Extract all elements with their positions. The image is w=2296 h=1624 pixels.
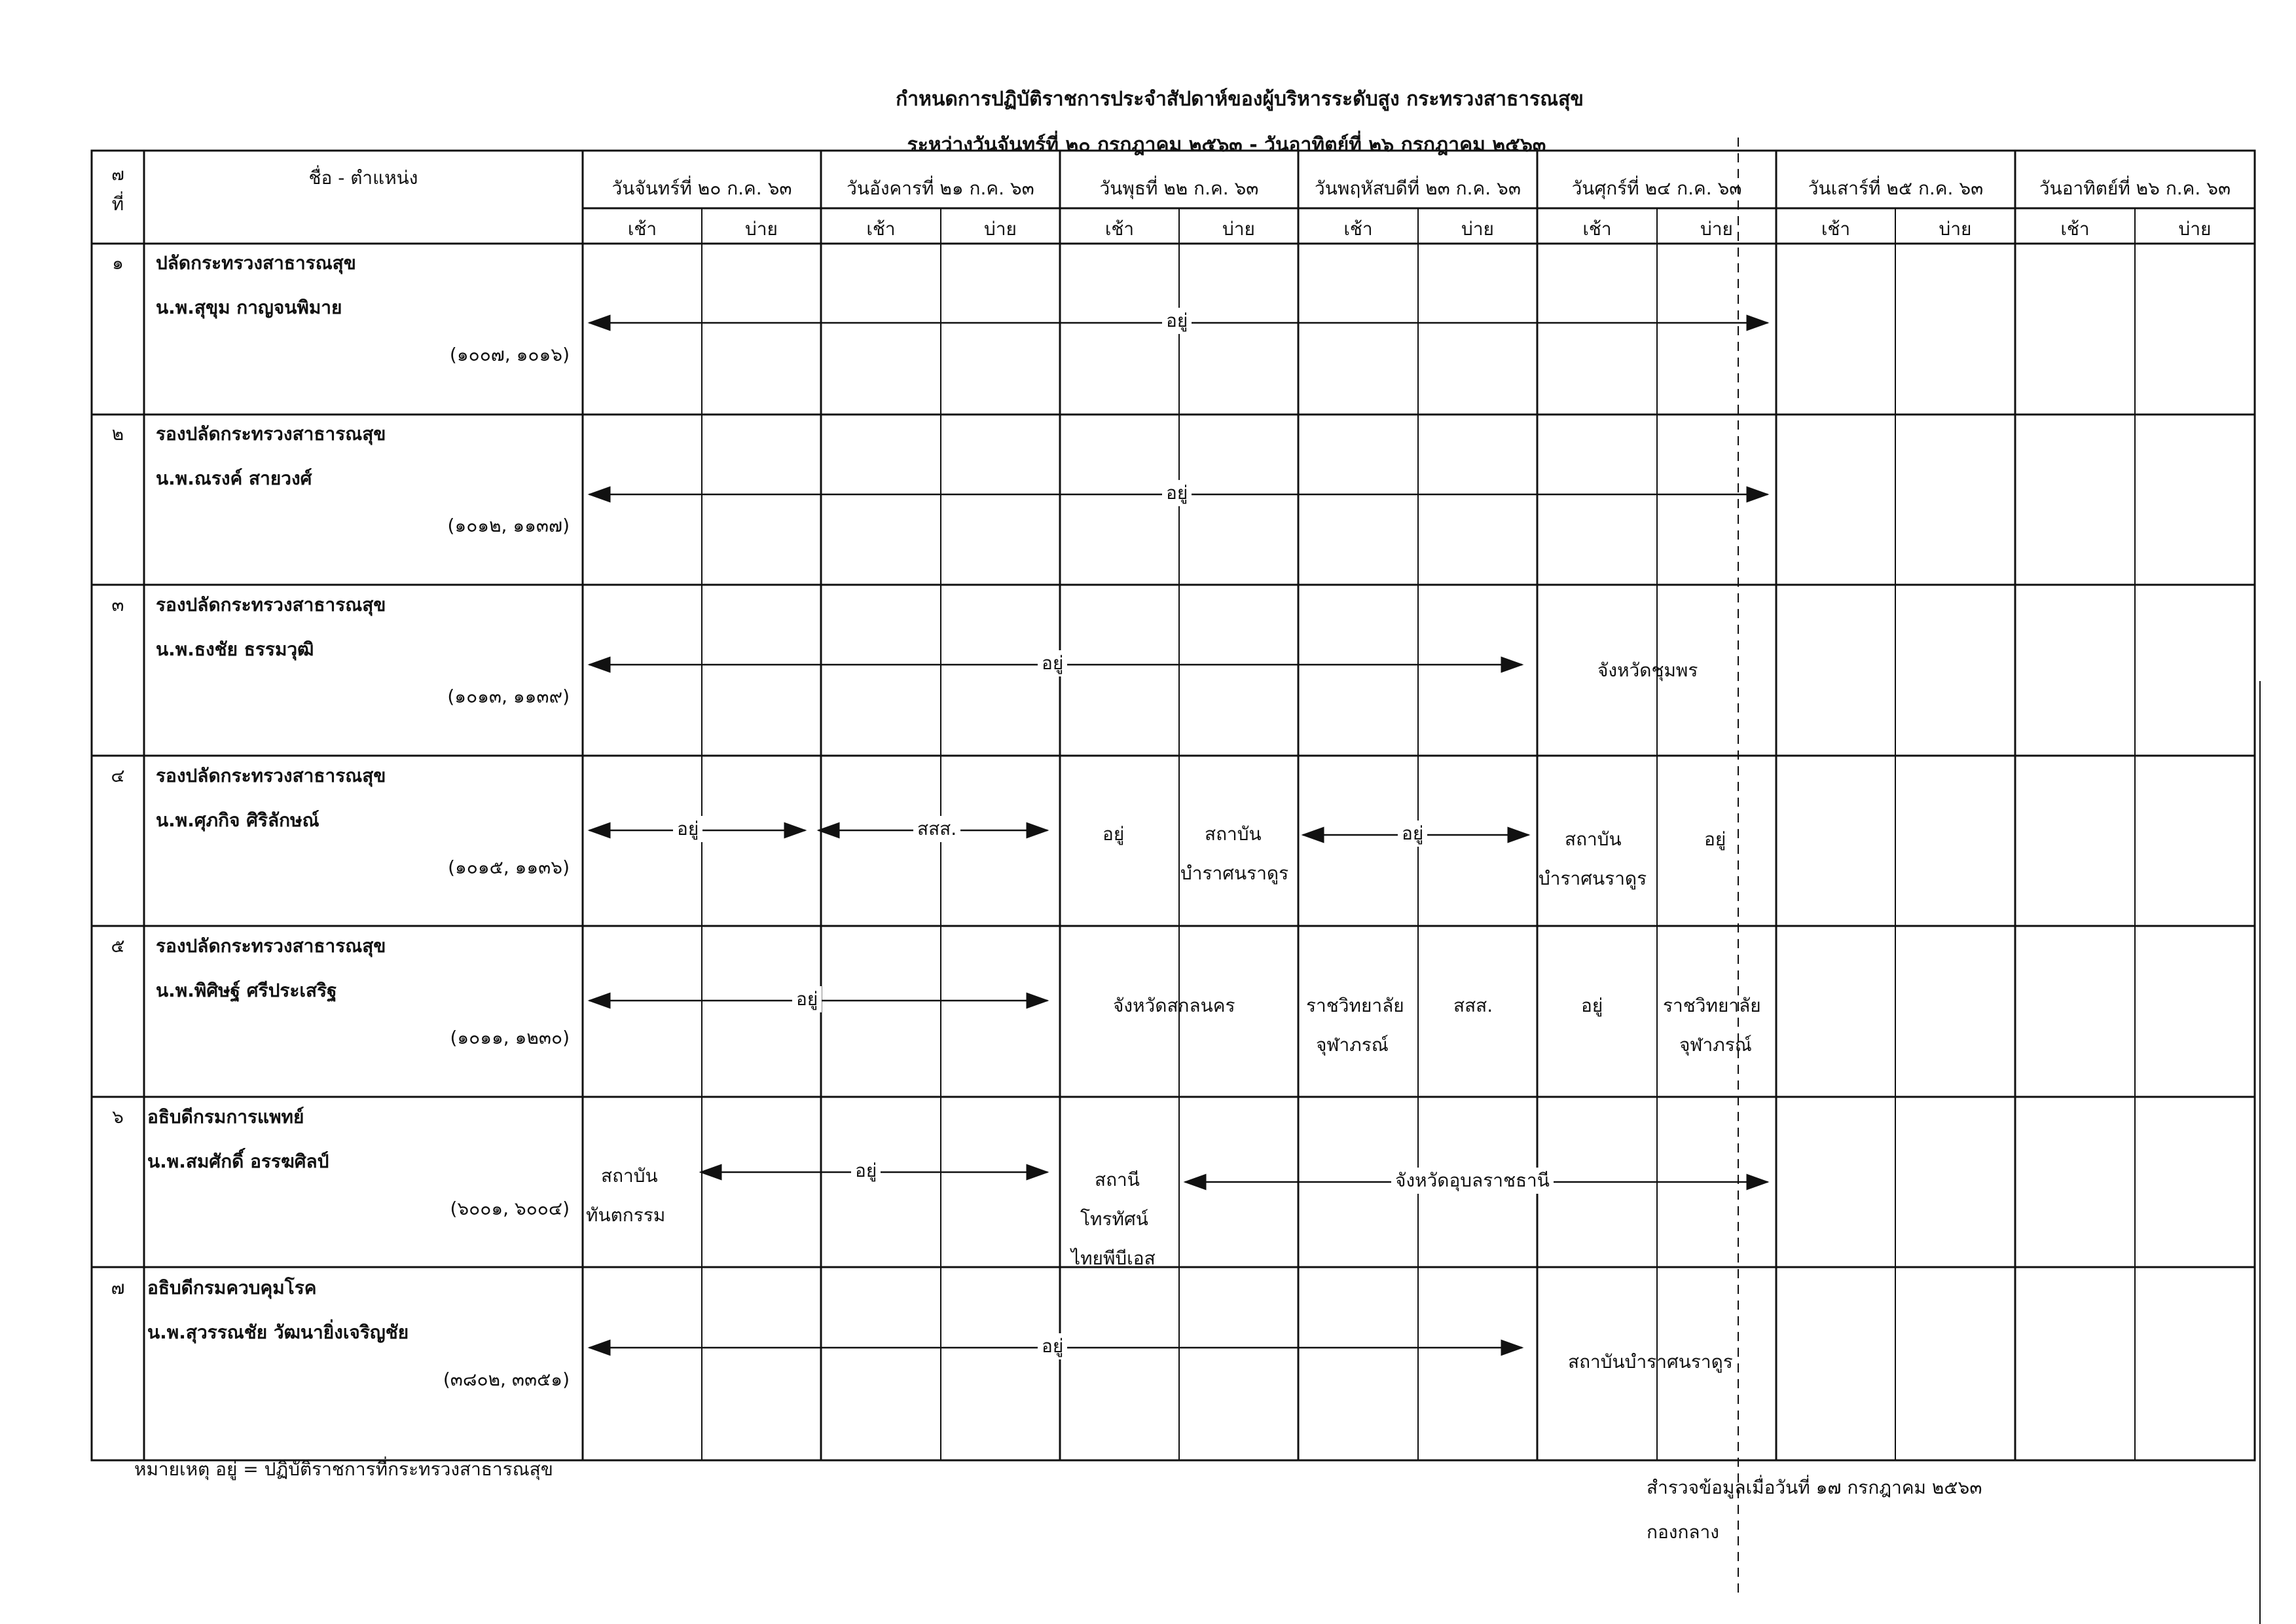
header-day-fri: วันศุกร์ที่ ๒๔ ก.ค. ๖๓	[1571, 177, 1742, 199]
schedule-label: อยู่	[1102, 823, 1125, 845]
header-afternoon: บ่าย	[1461, 218, 1494, 240]
row-position: ปลัดกระทรวงสาธารณสุข	[156, 252, 356, 274]
row-phone: (๑๐๐๗, ๑๐๑๖)	[449, 344, 570, 365]
schedule-label: ไทยพีบีเอส	[1071, 1247, 1156, 1269]
row-position: รองปลัดกระทรวงสาธารณสุข	[156, 765, 386, 786]
schedule-label: ราชวิทยาลัย	[1306, 995, 1404, 1016]
schedule-label: โทรทัศน์	[1080, 1208, 1148, 1230]
header-day-sat: วันเสาร์ที่ ๒๕ ก.ค. ๖๓	[1808, 177, 1984, 199]
schedule-label: อยู่	[851, 1158, 881, 1184]
row-position: อธิบดีกรมการแพทย์	[147, 1106, 304, 1128]
header-morning: เช้า	[866, 218, 896, 240]
header-day-wed: วันพุธที่ ๒๒ ก.ค. ๖๓	[1099, 177, 1259, 199]
schedule-label: ทันตกรรม	[586, 1204, 666, 1226]
row-phone: (๑๐๑๒, ๑๑๓๗)	[447, 515, 570, 536]
schedule-label: สถาบัน	[1565, 828, 1622, 850]
header-morning: เช้า	[1343, 218, 1373, 240]
row-number: ๑	[112, 252, 124, 274]
schedule-label: สถาบัน	[1205, 823, 1262, 845]
header-num-mark: ๗	[111, 165, 124, 185]
row-position: รองปลัดกระทรวงสาธารณสุข	[156, 594, 386, 616]
row-position: รองปลัดกระทรวงสาธารณสุข	[156, 423, 386, 445]
schedule-label: สสส.	[1453, 995, 1493, 1016]
schedule-label: อยู่	[792, 986, 822, 1012]
schedule-label: อยู่	[1581, 995, 1603, 1016]
header-afternoon: บ่าย	[1700, 218, 1733, 240]
row-position: อธิบดีกรมควบคุมโรค	[147, 1277, 317, 1299]
header-day-tue: วันอังคารที่ ๒๑ ก.ค. ๖๓	[847, 177, 1034, 199]
header-day-sun: วันอาทิตย์ที่ ๒๖ ก.ค. ๖๓	[2039, 177, 2231, 199]
header-afternoon: บ่าย	[1222, 218, 1255, 240]
schedule-label: อยู่	[673, 816, 702, 842]
header-day-thu: วันพฤหัสบดีที่ ๒๓ ก.ค. ๖๓	[1315, 177, 1521, 199]
row-position: รองปลัดกระทรวงสาธารณสุข	[156, 935, 386, 957]
schedule-label: อยู่	[1038, 1333, 1067, 1359]
header-morning: เช้า	[1582, 218, 1612, 240]
schedule-label: จังหวัดชุมพร	[1597, 659, 1698, 681]
header-morning: เช้า	[627, 218, 657, 240]
row-number: ๖	[112, 1106, 124, 1128]
row-person-name: น.พ.ศุภกิจ ศิริลักษณ์	[156, 809, 319, 831]
row-person-name: น.พ.สุวรรณชัย วัฒนายิ่งเจริญชัย	[147, 1321, 409, 1343]
schedule-label: สถาบันบำราศนราดูร	[1568, 1351, 1733, 1373]
schedule-label: จุฬาภรณ์	[1316, 1034, 1389, 1056]
schedule-label: อยู่	[1162, 308, 1192, 334]
row-phone: (๖๐๐๑, ๖๐๐๔)	[450, 1198, 570, 1219]
schedule-label: ราชวิทยาลัย	[1663, 995, 1761, 1016]
header-afternoon: บ่าย	[745, 218, 778, 240]
schedule-label: สถานี	[1095, 1169, 1140, 1190]
header-afternoon: บ่าย	[2178, 218, 2212, 240]
page-title: กำหนดการปฏิบัติราชการประจำสัปดาห์ของผู้บริหารระดับสูง กระทรวงสาธารณสุข	[896, 88, 1584, 111]
header-num: ที่	[111, 193, 124, 215]
schedule-label: จังหวัดสกลนคร	[1113, 995, 1235, 1016]
footnote: หมายเหตุ อยู่ = ปฏิบัติราชการที่กระทรวงสาธารณสุข	[134, 1458, 553, 1480]
header-name: ชื่อ - ตำแหน่ง	[308, 167, 418, 189]
row-person-name: น.พ.ณรงค์ สายวงศ์	[156, 468, 312, 489]
row-person-name: น.พ.ธงชัย ธรรมวุฒิ	[156, 638, 314, 660]
header-afternoon: บ่าย	[1939, 218, 1972, 240]
schedule-label: จังหวัดอุบลราชธานี	[1391, 1168, 1554, 1194]
schedule-label: อยู่	[1162, 480, 1192, 506]
row-person-name: น.พ.พิศิษฐ์ ศรีประเสริฐ	[156, 980, 337, 1001]
schedule-label: อยู่	[1398, 821, 1427, 847]
row-phone: (๑๐๑๓, ๑๑๓๙)	[447, 686, 570, 707]
row-number: ๒	[111, 423, 124, 445]
schedule-label: อยู่	[1704, 828, 1726, 850]
row-person-name: น.พ.สมศักดิ์ อรรฆศิลป์	[147, 1151, 329, 1172]
header-morning: เช้า	[1821, 218, 1851, 240]
schedule-label: จุฬาภรณ์	[1679, 1034, 1752, 1056]
row-number: ๔	[111, 765, 125, 786]
survey-date: สำรวจข้อมูลเมื่อวันที่ ๑๗ กรกฎาคม ๒๕๖๓	[1647, 1477, 1982, 1498]
schedule-label: อยู่	[1038, 650, 1067, 676]
header-afternoon: บ่าย	[984, 218, 1017, 240]
row-number: ๓	[111, 594, 124, 616]
department: กองกลาง	[1647, 1521, 1719, 1543]
schedule-label: บำราศนราดูร	[1180, 862, 1289, 884]
schedule-label: บำราศนราดูร	[1539, 868, 1647, 889]
row-person-name: น.พ.สุขุม กาญจนพิมาย	[156, 297, 342, 318]
header-day-mon: วันจันทร์ที่ ๒๐ ก.ค. ๖๓	[611, 177, 792, 199]
row-phone: (๓๘๐๒, ๓๓๕๑)	[443, 1369, 570, 1390]
schedule-label: สถาบัน	[601, 1165, 658, 1187]
row-number: ๗	[111, 1277, 125, 1299]
row-phone: (๑๐๑๕, ๑๑๓๖)	[448, 857, 570, 878]
row-phone: (๑๐๑๑, ๑๒๓๐)	[450, 1027, 570, 1048]
header-morning: เช้า	[1104, 218, 1135, 240]
schedule-label: สสส.	[913, 816, 960, 842]
row-number: ๕	[111, 935, 125, 957]
page-subtitle: ระหว่างวันจันทร์ที่ ๒๐ กรกฎาคม ๒๕๖๓ - วันอาทิตย์ที่ ๒๖ กรกฎาคม ๒๕๖๓	[907, 134, 1546, 157]
header-morning: เช้า	[2060, 218, 2090, 240]
